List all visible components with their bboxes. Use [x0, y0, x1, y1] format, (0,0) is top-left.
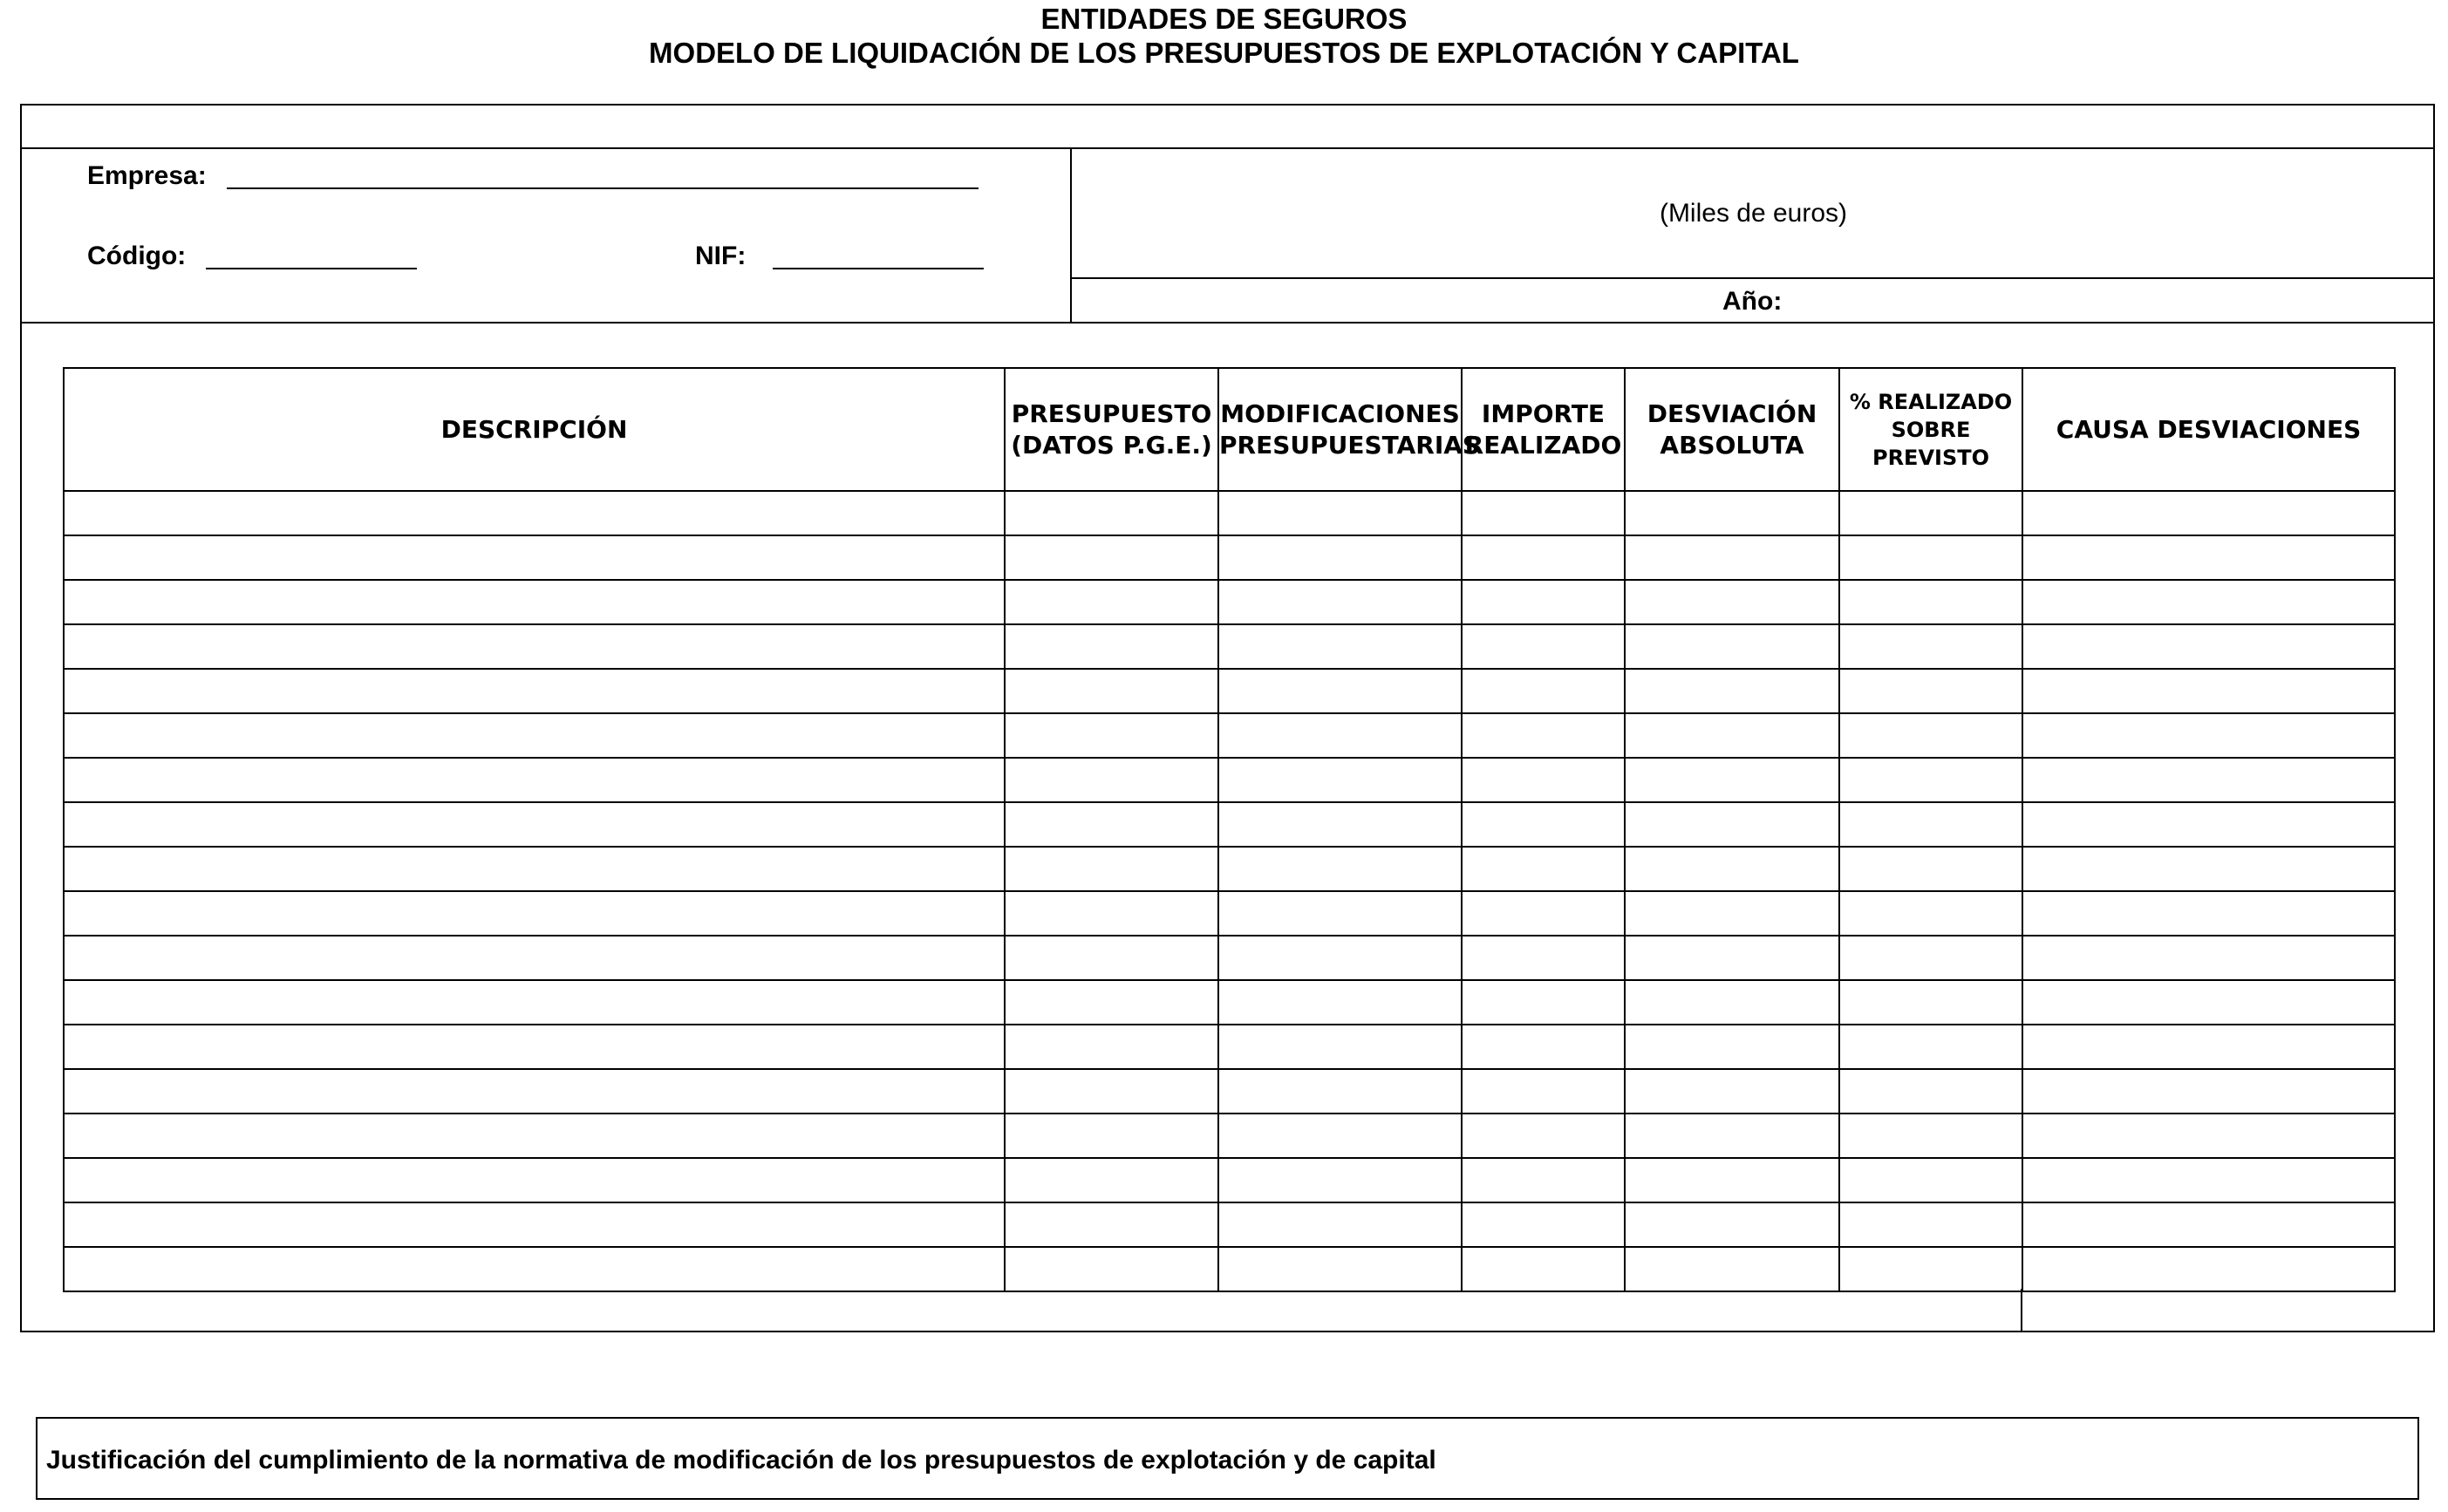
table-cell[interactable] [1005, 1025, 1218, 1069]
divider-top [20, 147, 2435, 149]
table-cell[interactable] [1005, 758, 1218, 802]
table-cell[interactable] [64, 491, 1005, 535]
table-cell[interactable] [1218, 980, 1462, 1025]
table-cell[interactable] [1462, 713, 1625, 758]
table-cell[interactable] [2022, 936, 2395, 980]
table-cell[interactable] [64, 802, 1005, 847]
table-cell[interactable] [64, 891, 1005, 936]
empresa-label: Empresa: [87, 161, 207, 190]
table-cell[interactable] [1462, 1158, 1625, 1202]
table-cell[interactable] [64, 1069, 1005, 1114]
table-cell[interactable] [1839, 1025, 2022, 1069]
table-cell[interactable] [64, 669, 1005, 713]
table-cell[interactable] [1839, 1114, 2022, 1158]
table-cell[interactable] [1839, 624, 2022, 669]
table-row [64, 713, 2395, 758]
codigo-field[interactable] [206, 268, 417, 269]
table-cell[interactable] [1462, 758, 1625, 802]
table-cell[interactable] [64, 1158, 1005, 1202]
table-cell[interactable] [64, 580, 1005, 624]
document-title: ENTIDADES DE SEGUROS [1040, 3, 1408, 35]
table-cell[interactable] [1462, 847, 1625, 891]
table-cell[interactable] [1839, 669, 2022, 713]
table-cell[interactable] [1839, 891, 2022, 936]
table-cell[interactable] [2022, 669, 2395, 713]
nif-field[interactable] [773, 268, 984, 269]
table-row [64, 847, 2395, 891]
empresa-field[interactable] [227, 187, 979, 189]
table-cell[interactable] [2022, 891, 2395, 936]
table-cell[interactable] [1218, 624, 1462, 669]
table-cell[interactable] [2022, 491, 2395, 535]
table-cell[interactable] [2022, 758, 2395, 802]
table-cell[interactable] [64, 980, 1005, 1025]
table-cell[interactable] [64, 847, 1005, 891]
table-row [64, 891, 2395, 936]
table-cell[interactable] [1462, 1202, 1625, 1247]
table-cell[interactable] [1625, 1025, 1839, 1069]
table-cell[interactable] [64, 713, 1005, 758]
table-cell[interactable] [1625, 936, 1839, 980]
table-cell[interactable] [1625, 847, 1839, 891]
justification-box[interactable] [36, 1417, 2419, 1500]
divider-header-vertical [1070, 147, 1072, 323]
table-cell[interactable] [2022, 802, 2395, 847]
table-cell[interactable] [1625, 491, 1839, 535]
table-cell[interactable] [1462, 891, 1625, 936]
table-cell[interactable] [1462, 580, 1625, 624]
table-row [64, 624, 2395, 669]
table-cell[interactable] [2022, 624, 2395, 669]
table-body [64, 491, 2395, 1291]
table-cell[interactable] [1005, 624, 1218, 669]
table-cell[interactable] [1625, 980, 1839, 1025]
table-cell[interactable] [1839, 847, 2022, 891]
codigo-label: Código: [87, 242, 187, 270]
table-cell[interactable] [1005, 936, 1218, 980]
table-cell[interactable] [1218, 669, 1462, 713]
table-cell[interactable] [1839, 936, 2022, 980]
table-row [64, 491, 2395, 535]
column-header-modificaciones: MODIFICACIONES PRESUPUESTARIAS [1218, 368, 1462, 491]
table-row [64, 1202, 2395, 1247]
table-cell[interactable] [64, 936, 1005, 980]
table-cell[interactable] [1839, 535, 2022, 580]
table-row [64, 669, 2395, 713]
table-cell[interactable] [1625, 1158, 1839, 1202]
table-cell[interactable] [64, 1025, 1005, 1069]
table-cell[interactable] [1625, 669, 1839, 713]
table-cell[interactable] [1839, 1069, 2022, 1114]
justification-text: Justificación del cumplimiento de la normativa de modificación de los presupuestos de explotación y de capital [46, 1446, 1436, 1475]
table-cell[interactable] [1005, 980, 1218, 1025]
table-cell[interactable] [1218, 936, 1462, 980]
table-cell[interactable] [1462, 1069, 1625, 1114]
table-cell[interactable] [1218, 535, 1462, 580]
table-cell[interactable] [1625, 1202, 1839, 1247]
table-cell[interactable] [1218, 580, 1462, 624]
table-cell[interactable] [1462, 491, 1625, 535]
table-cell[interactable] [64, 1202, 1005, 1247]
table-row [64, 758, 2395, 802]
table-cell[interactable] [1218, 1069, 1462, 1114]
table-cell[interactable] [2022, 1247, 2395, 1291]
table-cell[interactable] [64, 758, 1005, 802]
nif-label: NIF: [695, 242, 747, 270]
table-row [64, 802, 2395, 847]
table-cell[interactable] [1462, 535, 1625, 580]
table-cell[interactable] [1218, 1247, 1462, 1291]
table-cell[interactable] [1005, 1069, 1218, 1114]
table-row [64, 1247, 2395, 1291]
table-row [64, 1158, 2395, 1202]
table-cell[interactable] [1839, 580, 2022, 624]
table-cell[interactable] [1839, 1247, 2022, 1291]
divider-year [1070, 277, 2435, 279]
table-cell[interactable] [1839, 980, 2022, 1025]
table-cell[interactable] [1218, 1202, 1462, 1247]
budget-table [63, 367, 2396, 1292]
table-cell[interactable] [1625, 802, 1839, 847]
table-cell[interactable] [1839, 1158, 2022, 1202]
table-cell[interactable] [1839, 491, 2022, 535]
table-cell[interactable] [1625, 624, 1839, 669]
table-cell[interactable] [1462, 1247, 1625, 1291]
table-cell[interactable] [1218, 802, 1462, 847]
table-row [64, 580, 2395, 624]
table-header-row [64, 368, 2395, 491]
table-cell[interactable] [1839, 713, 2022, 758]
table-cell[interactable] [1462, 669, 1625, 713]
table-cell[interactable] [1218, 1114, 1462, 1158]
table-cell[interactable] [2022, 535, 2395, 580]
table-cell[interactable] [1005, 802, 1218, 847]
table-cell[interactable] [1005, 713, 1218, 758]
table-cell[interactable] [1218, 713, 1462, 758]
table-cell[interactable] [1005, 580, 1218, 624]
table-cell[interactable] [2022, 1025, 2395, 1069]
table-cell[interactable] [1218, 891, 1462, 936]
table-cell[interactable] [1218, 1158, 1462, 1202]
year-field[interactable] [1792, 310, 2228, 311]
table-cell[interactable] [2022, 980, 2395, 1025]
table-cell[interactable] [1625, 891, 1839, 936]
year-label: Año: [1722, 287, 1783, 316]
table-cell[interactable] [1005, 1114, 1218, 1158]
column-header-presupuesto: PRESUPUESTO (DATOS P.G.E.) [1005, 368, 1218, 491]
table-cell[interactable] [1218, 1025, 1462, 1069]
table-cell[interactable] [1462, 980, 1625, 1025]
column-header-importe-realizado: IMPORTE REALIZADO [1462, 368, 1625, 491]
table-cell[interactable] [1005, 1247, 1218, 1291]
table-cell[interactable] [1625, 1114, 1839, 1158]
table-cell[interactable] [2022, 1158, 2395, 1202]
table-cell[interactable] [1218, 491, 1462, 535]
column-header-desviacion-absoluta: DESVIACIÓN ABSOLUTA [1625, 368, 1839, 491]
divider-header-bottom [20, 322, 2435, 324]
table-cell[interactable] [1462, 1025, 1625, 1069]
table-cell[interactable] [2022, 1114, 2395, 1158]
table-cell[interactable] [1625, 758, 1839, 802]
table-row [64, 535, 2395, 580]
table-cell[interactable] [64, 624, 1005, 669]
table-cell[interactable] [1625, 1247, 1839, 1291]
table-cell[interactable] [1839, 758, 2022, 802]
table-row [64, 980, 2395, 1025]
column-header-porcentaje-realizado: % REALIZADO SOBRE PREVISTO [1839, 368, 2022, 491]
table-cell[interactable] [2022, 847, 2395, 891]
table-row [64, 1069, 2395, 1114]
table-cell[interactable] [1218, 758, 1462, 802]
table-cell[interactable] [64, 535, 1005, 580]
table-cell[interactable] [1005, 669, 1218, 713]
table-cell[interactable] [1625, 535, 1839, 580]
table-cell[interactable] [1462, 624, 1625, 669]
table-cell[interactable] [1218, 847, 1462, 891]
table-cell[interactable] [64, 1114, 1005, 1158]
table-row [64, 1025, 2395, 1069]
column-header-causa-desviaciones: CAUSA DESVIACIONES [2022, 368, 2395, 491]
table-cell[interactable] [1625, 580, 1839, 624]
table-cell[interactable] [2022, 1202, 2395, 1247]
table-cell[interactable] [1625, 1069, 1839, 1114]
table-cell[interactable] [1462, 1114, 1625, 1158]
table-cell[interactable] [1625, 713, 1839, 758]
table-cell[interactable] [2022, 1069, 2395, 1114]
table-row [64, 936, 2395, 980]
table-cell[interactable] [1005, 491, 1218, 535]
table-cell[interactable] [1462, 802, 1625, 847]
units-note: (Miles de euros) [1659, 199, 1848, 228]
table-row [64, 1114, 2395, 1158]
totals-cell[interactable] [2021, 1289, 2435, 1332]
table-cell[interactable] [2022, 713, 2395, 758]
table-cell[interactable] [1005, 1202, 1218, 1247]
table-cell[interactable] [2022, 580, 2395, 624]
table-cell[interactable] [1005, 1158, 1218, 1202]
table-cell[interactable] [1839, 802, 2022, 847]
table-cell[interactable] [64, 1247, 1005, 1291]
table-cell[interactable] [1005, 535, 1218, 580]
document-subtitle: MODELO DE LIQUIDACIÓN DE LOS PRESUPUESTOS DE EXPLOTACIÓN Y CAPITAL [649, 37, 1799, 69]
column-header-descripcion: DESCRIPCIÓN [64, 368, 1005, 491]
table-cell[interactable] [1005, 847, 1218, 891]
table-cell[interactable] [1839, 1202, 2022, 1247]
table-cell[interactable] [1005, 891, 1218, 936]
table-cell[interactable] [1462, 936, 1625, 980]
